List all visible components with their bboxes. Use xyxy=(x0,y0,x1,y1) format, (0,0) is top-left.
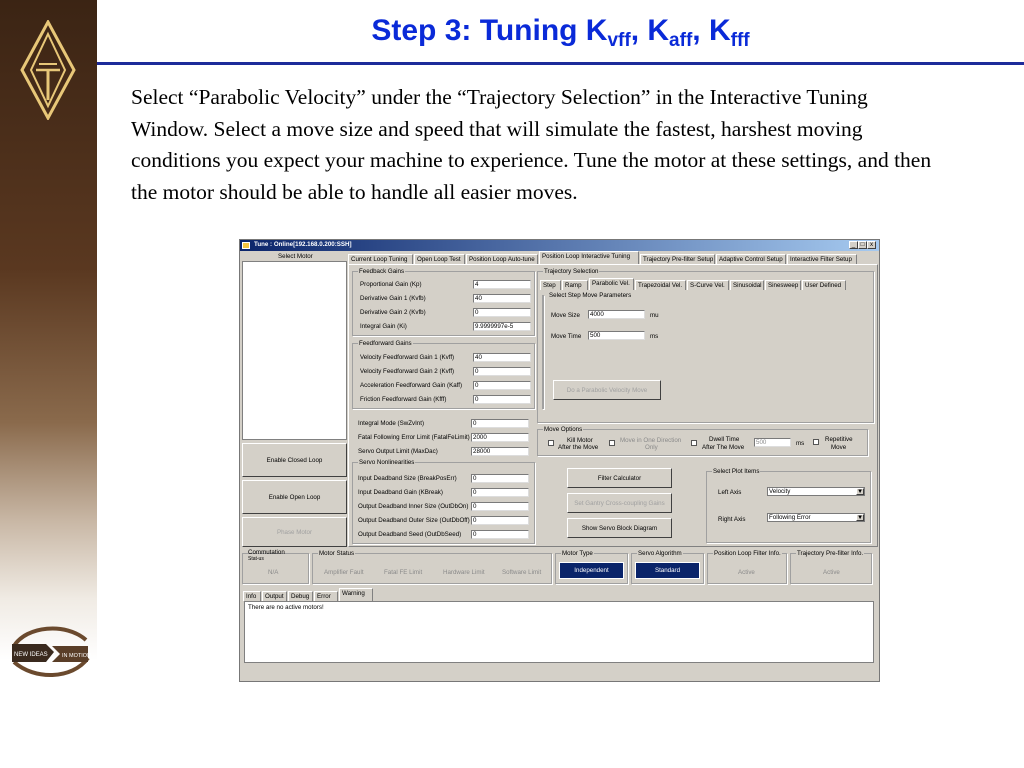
dwell-checkbox[interactable] xyxy=(691,440,697,446)
enable-open-loop-button[interactable]: Enable Open Loop xyxy=(242,480,347,514)
window-title: Tune : Online[192.168.0.200:SSH] xyxy=(254,241,352,248)
window-titlebar[interactable] xyxy=(240,240,879,251)
kfff-input[interactable]: 0 xyxy=(473,395,531,404)
fatal-fe-limit-input[interactable]: 2000 xyxy=(471,433,529,442)
traj-tab-scurve-vel[interactable]: S-Curve Vel. xyxy=(687,280,729,290)
traj-tab-step[interactable]: Step xyxy=(540,280,561,290)
move-time-input[interactable]: 500 xyxy=(588,331,645,340)
do-parabolic-move-button[interactable]: Do a Parabolic Velocity Move xyxy=(553,380,661,400)
hardware-limit-indicator: Hardware Limit xyxy=(443,569,485,576)
kfff-label: Friction Feedforward Gain (Kfff) xyxy=(360,396,447,403)
left-axis-label: Left Axis xyxy=(718,489,742,496)
slide-title: Step 3: Tuning $K_{vff}$, $K_{aff}$, $K_{fff}$ xyxy=(371,14,750,51)
kaff-label: Acceleration Feedforward Gain (Kaff) xyxy=(360,382,463,389)
kaff-input[interactable]: 0 xyxy=(473,381,531,390)
move-time-label: Move Time xyxy=(551,333,582,340)
title-divider xyxy=(97,62,1024,65)
traj-tab-sinesweep[interactable]: Sinesweep xyxy=(765,280,801,290)
logo-text-left: NEW IDEAS xyxy=(14,652,48,658)
close-button[interactable]: x xyxy=(867,241,876,249)
outdbon-input[interactable]: 0 xyxy=(471,502,529,511)
tab-position-loop-auto-tune[interactable]: Position Loop Auto-tune xyxy=(466,254,538,264)
tab-trajectory-prefilter-setup[interactable]: Trajectory Pre-filter Setup xyxy=(640,254,715,264)
plot-items-group xyxy=(706,468,871,543)
outdboff-input[interactable]: 0 xyxy=(471,516,529,525)
kvfb2-input[interactable]: 0 xyxy=(473,308,531,317)
kbreak-label: Input Deadband Gain (KBreak) xyxy=(358,489,443,496)
kvfb2-label: Derivative Gain 2 (Kvfb) xyxy=(360,309,426,316)
new-ideas-in-motion-logo-icon xyxy=(6,618,94,688)
plot-items-title: Select Plot Items xyxy=(713,468,760,475)
tab-debug[interactable]: Debug xyxy=(288,591,313,601)
kp-input[interactable]: 4 xyxy=(473,280,531,289)
maximize-button[interactable]: □ xyxy=(858,241,867,249)
gantry-gains-button[interactable]: Set Gantry Cross-coupling Gains xyxy=(567,493,672,513)
kvff2-label: Velocity Feedforward Gain 2 (Kvff) xyxy=(360,368,455,375)
move-time-unit: ms xyxy=(650,333,659,340)
tab-position-loop-interactive-tuning[interactable]: Position Loop Interactive Tuning xyxy=(539,251,639,264)
tab-open-loop-test[interactable]: Open Loop Test xyxy=(414,254,465,264)
commutation-sub: Stat-us xyxy=(248,556,264,562)
move-options-title: Move Options xyxy=(544,426,583,433)
tab-adaptive-control-setup[interactable]: Adaptive Control Setup xyxy=(716,254,786,264)
commutation-title: Commutation xyxy=(248,549,285,556)
kp-label: Proportional Gain (Kp) xyxy=(360,281,422,288)
right-axis-value: Following Error xyxy=(769,514,811,521)
one-direction-checkbox[interactable] xyxy=(609,440,615,446)
kvff1-label: Velocity Feedforward Gain 1 (Kvff) xyxy=(360,354,455,361)
filter-calculator-button[interactable]: Filter Calculator xyxy=(567,468,672,488)
breakposerr-input[interactable]: 0 xyxy=(471,474,529,483)
software-limit-indicator: Software Limit xyxy=(502,569,542,576)
pos-loop-filter-title: Position Loop Filter Info. xyxy=(714,550,781,557)
step-move-params-title: Select Step Move Parameters xyxy=(549,292,632,299)
slide-body-text: Select “Parabolic Velocity” under the “Trajectory Selection” in the Interactive Tuning Window. Select a move size and speed that will simulate the fastest, harshest moving conditions you expect your machine to experience. Tune the motor at these settings, and then the motor should be able to handle all easier moves. xyxy=(131,85,932,204)
enable-closed-loop-button[interactable]: Enable Closed Loop xyxy=(242,443,347,477)
tab-info[interactable]: Info xyxy=(243,591,261,601)
traj-tab-ramp[interactable]: Ramp xyxy=(562,280,588,290)
outdbseed-input[interactable]: 0 xyxy=(471,530,529,539)
motor-type-title: Motor Type xyxy=(562,550,593,557)
chevron-down-icon[interactable]: ▼ xyxy=(857,488,864,495)
kvfb1-label: Derivative Gain 1 (Kvfb) xyxy=(360,295,426,302)
minimize-button[interactable]: _ xyxy=(849,241,858,249)
repetitive-checkbox[interactable] xyxy=(813,439,819,445)
kbreak-input[interactable]: 0 xyxy=(471,488,529,497)
ki-label: Integral Gain (Ki) xyxy=(360,323,407,330)
servo-algorithm-title: Servo Algorithm xyxy=(638,550,682,557)
tab-current-loop-tuning[interactable]: Current Loop Tuning xyxy=(348,254,413,264)
kvff1-input[interactable]: 40 xyxy=(473,353,531,362)
outdbon-label: Output Deadband Inner Size (OutDbOn) xyxy=(358,503,469,510)
servo-block-diagram-button[interactable]: Show Servo Block Diagram xyxy=(567,518,672,538)
breakposerr-label: Input Deadband Size (BreakPosErr) xyxy=(358,475,457,482)
warning-output-box[interactable] xyxy=(244,601,874,663)
tab-interactive-filter-setup[interactable]: Interactive Filter Setup xyxy=(787,254,857,264)
max-dac-label: Servo Output Limit (MaxDac) xyxy=(358,448,438,455)
phase-motor-button[interactable]: Phase Motor xyxy=(242,517,347,547)
tab-output[interactable]: Output xyxy=(262,591,287,601)
traj-tab-user-defined[interactable]: User Defined xyxy=(802,280,846,290)
tab-error[interactable]: Error xyxy=(314,591,338,601)
right-axis-select[interactable] xyxy=(767,513,865,522)
servo-algorithm-value: Standard xyxy=(635,562,700,579)
left-axis-value: Velocity xyxy=(769,488,791,495)
repetitive-move-label: Move xyxy=(831,444,847,451)
motor-list[interactable] xyxy=(242,261,347,440)
move-size-label: Move Size xyxy=(551,312,580,319)
dwell-time-input[interactable]: 500 xyxy=(754,438,791,447)
kvfb1-input[interactable]: 40 xyxy=(473,294,531,303)
servo-nonlinearities-title: Servo Nonlinearities xyxy=(359,459,415,466)
max-dac-input[interactable]: 28000 xyxy=(471,447,529,456)
kill-motor-label: Kill Motor xyxy=(567,437,593,444)
dwell-time-label: Dwell Time xyxy=(709,436,740,443)
left-axis-select[interactable] xyxy=(767,487,865,496)
kvff2-input[interactable]: 0 xyxy=(473,367,531,376)
one-direction-label: Move in One Direction xyxy=(620,437,682,444)
one-direction-only-label: Only xyxy=(645,444,658,451)
traj-tab-sinusoidal[interactable]: Sinusoidal xyxy=(730,280,764,290)
dwell-unit: ms xyxy=(796,440,805,447)
tab-warning[interactable]: Warning xyxy=(339,588,373,601)
outdbseed-label: Output Deadband Seed (OutDbSeed) xyxy=(358,531,462,538)
amplifier-fault-indicator: Amplifier Fault xyxy=(324,569,364,576)
app-icon xyxy=(242,242,250,249)
pos-loop-filter-value: Active xyxy=(738,569,755,576)
traj-prefilter-value: Active xyxy=(823,569,840,576)
traj-tab-trapezoidal-vel[interactable]: Trapezoidal Vel. xyxy=(635,280,686,290)
repetitive-label: Repetitive xyxy=(825,436,853,443)
ki-input[interactable]: 9.9999997e-5 xyxy=(473,322,531,331)
select-motor-label: Select Motor xyxy=(278,253,313,260)
fatal-fe-limit-label: Fatal Following Error Limit (FatalFeLimit) xyxy=(358,434,470,441)
feedback-gains-title: Feedback Gains xyxy=(359,268,405,275)
outdboff-label: Output Deadband Outer Size (OutDbOff) xyxy=(358,517,470,524)
after-the-move-label: After The Move xyxy=(702,444,745,451)
move-size-input[interactable]: 4000 xyxy=(588,310,645,319)
after-move-label: After the Move xyxy=(558,444,599,451)
warning-message: There are no active motors! xyxy=(248,604,324,611)
traj-tab-parabolic-vel[interactable]: Parabolic Vel. xyxy=(589,278,634,290)
commutation-value: N/A xyxy=(268,569,279,576)
company-logo-icon xyxy=(18,20,78,120)
trajectory-selection-title: Trajectory Selection xyxy=(544,268,599,275)
fatal-fe-indicator: Fatal FE Limit xyxy=(384,569,423,576)
right-axis-label: Right Axis xyxy=(718,516,746,523)
motor-status-title: Motor Status xyxy=(319,550,355,557)
move-size-unit: mu xyxy=(650,312,659,319)
feedforward-gains-title: Feedforward Gains xyxy=(359,340,412,347)
integral-mode-label: Integral Mode (SwZvInt) xyxy=(358,420,425,427)
logo-text-right: IN MOTION xyxy=(62,653,92,659)
traj-prefilter-title: Trajectory Pre-filter Info. xyxy=(797,550,864,557)
integral-mode-input[interactable]: 0 xyxy=(471,419,529,428)
kill-motor-checkbox[interactable] xyxy=(548,440,554,446)
tune-window xyxy=(239,239,880,682)
chevron-down-icon[interactable]: ▼ xyxy=(857,514,864,521)
motor-type-value: Independent xyxy=(559,562,624,579)
